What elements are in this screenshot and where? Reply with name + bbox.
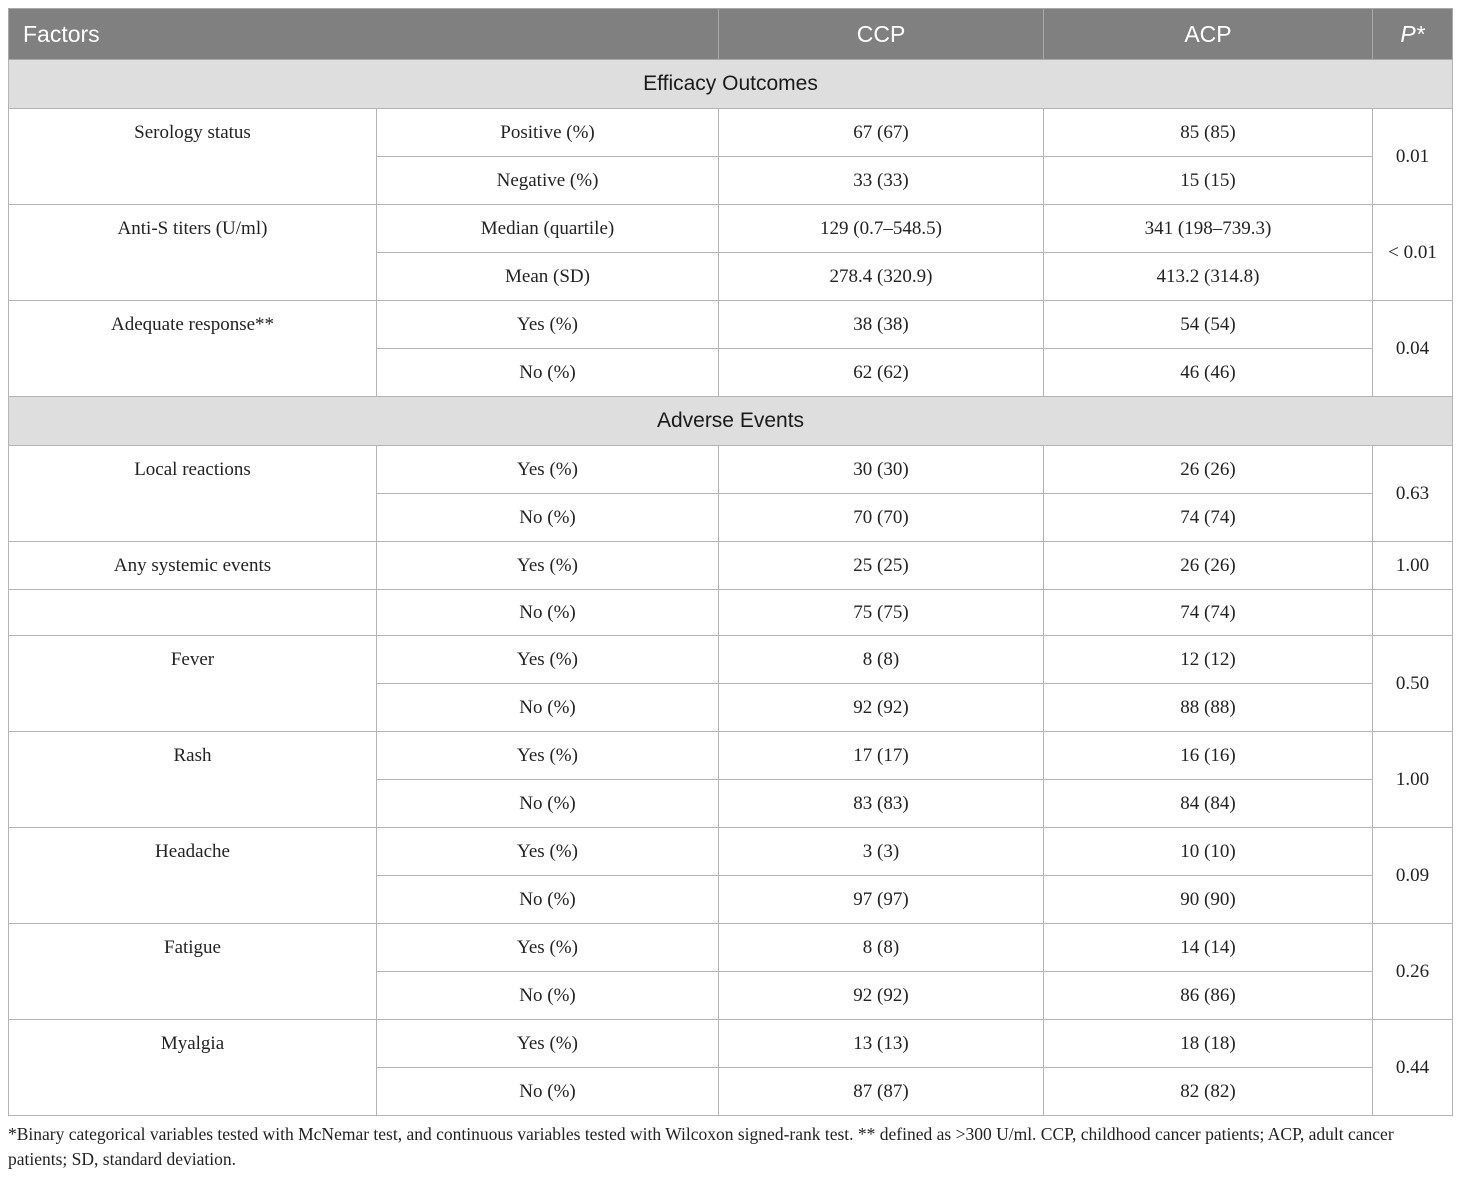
header-acp: ACP [1044,9,1373,60]
acp-value: 88 (88) [1044,684,1373,732]
acp-value: 12 (12) [1044,636,1373,684]
table-row [9,924,1453,972]
p-value: 1.00 [1373,542,1453,590]
level-label: No (%) [377,590,719,636]
level-label: Negative (%) [377,157,719,205]
factor-name: Fatigue [9,924,377,1020]
acp-value: 26 (26) [1044,542,1373,590]
factor-name: Headache [9,828,377,924]
acp-value: 341 (198–739.3) [1044,205,1373,253]
acp-value: 74 (74) [1044,494,1373,542]
factor-name: Fever [9,636,377,732]
ccp-value: 87 (87) [719,1068,1044,1116]
table-row [9,446,1453,494]
level-label: Yes (%) [377,542,719,590]
level-label: Positive (%) [377,109,719,157]
level-label: Mean (SD) [377,253,719,301]
section-title: Efficacy Outcomes [9,60,1453,109]
table-row [9,828,1453,876]
ccp-value: 62 (62) [719,349,1044,397]
p-value: 0.50 [1373,636,1453,732]
ccp-value: 13 (13) [719,1020,1044,1068]
ccp-value: 33 (33) [719,157,1044,205]
acp-value: 15 (15) [1044,157,1373,205]
acp-value: 46 (46) [1044,349,1373,397]
table-row [9,301,1453,349]
ccp-value: 83 (83) [719,780,1044,828]
level-label: Yes (%) [377,301,719,349]
factor-empty [9,590,377,636]
ccp-value: 3 (3) [719,828,1044,876]
factor-name: Rash [9,732,377,828]
level-label: No (%) [377,876,719,924]
p-value: 0.44 [1373,1020,1453,1116]
section-title: Adverse Events [9,397,1453,446]
ccp-value: 75 (75) [719,590,1044,636]
header-p-value: P* [1373,9,1453,60]
ccp-value: 92 (92) [719,972,1044,1020]
acp-value: 18 (18) [1044,1020,1373,1068]
table-row [9,636,1453,684]
acp-value: 16 (16) [1044,732,1373,780]
table-row [9,1020,1453,1068]
table-row [9,732,1453,780]
table-row [9,542,1453,590]
level-label: Yes (%) [377,636,719,684]
ccp-value: 17 (17) [719,732,1044,780]
acp-value: 74 (74) [1044,590,1373,636]
ccp-value: 38 (38) [719,301,1044,349]
ccp-value: 25 (25) [719,542,1044,590]
ccp-value: 92 (92) [719,684,1044,732]
factor-name: Anti-S titers (U/ml) [9,205,377,301]
factor-name: Adequate response** [9,301,377,397]
ccp-value: 8 (8) [719,924,1044,972]
level-label: Yes (%) [377,732,719,780]
factor-name: Any systemic events [9,542,377,590]
p-value: 0.04 [1373,301,1453,397]
ccp-value: 70 (70) [719,494,1044,542]
level-label: No (%) [377,972,719,1020]
level-label: Yes (%) [377,1020,719,1068]
p-value: 0.09 [1373,828,1453,924]
table-header-row [9,9,1453,60]
ccp-value: 67 (67) [719,109,1044,157]
factor-name: Local reactions [9,446,377,542]
level-label: No (%) [377,1068,719,1116]
p-value: < 0.01 [1373,205,1453,301]
section-row-adverse [9,397,1453,446]
acp-value: 54 (54) [1044,301,1373,349]
table-footnote: *Binary categorical variables tested with McNemar test, and continuous variables tested with Wilcoxon signed-rank test. ** defined as >300 U/ml. CCP, childhood cancer patients; ACP, adult cancer patients; SD, standard deviation. [8,1124,1394,1169]
ccp-value: 30 (30) [719,446,1044,494]
table-row [9,590,1453,636]
level-label: Median (quartile) [377,205,719,253]
acp-value: 10 (10) [1044,828,1373,876]
p-value: 1.00 [1373,732,1453,828]
header-ccp: CCP [719,9,1044,60]
p-value: 0.26 [1373,924,1453,1020]
acp-value: 84 (84) [1044,780,1373,828]
results-table-container [8,8,1452,1172]
acp-value: 82 (82) [1044,1068,1373,1116]
factor-name: Serology status [9,109,377,205]
acp-value: 90 (90) [1044,876,1373,924]
level-label: Yes (%) [377,446,719,494]
header-factors: Factors [9,9,719,60]
level-label: No (%) [377,349,719,397]
ccp-value: 129 (0.7–548.5) [719,205,1044,253]
level-label: No (%) [377,780,719,828]
table-row [9,205,1453,253]
section-row-efficacy [9,60,1453,109]
p-value-empty [1373,590,1453,636]
p-value: 0.01 [1373,109,1453,205]
acp-value: 26 (26) [1044,446,1373,494]
ccp-value: 278.4 (320.9) [719,253,1044,301]
acp-value: 14 (14) [1044,924,1373,972]
factor-name: Myalgia [9,1020,377,1116]
p-value: 0.63 [1373,446,1453,542]
level-label: No (%) [377,494,719,542]
level-label: No (%) [377,684,719,732]
level-label: Yes (%) [377,828,719,876]
acp-value: 413.2 (314.8) [1044,253,1373,301]
level-label: Yes (%) [377,924,719,972]
ccp-value: 97 (97) [719,876,1044,924]
ccp-value: 8 (8) [719,636,1044,684]
acp-value: 86 (86) [1044,972,1373,1020]
table-row [9,109,1453,157]
acp-value: 85 (85) [1044,109,1373,157]
results-table [8,8,1453,1116]
